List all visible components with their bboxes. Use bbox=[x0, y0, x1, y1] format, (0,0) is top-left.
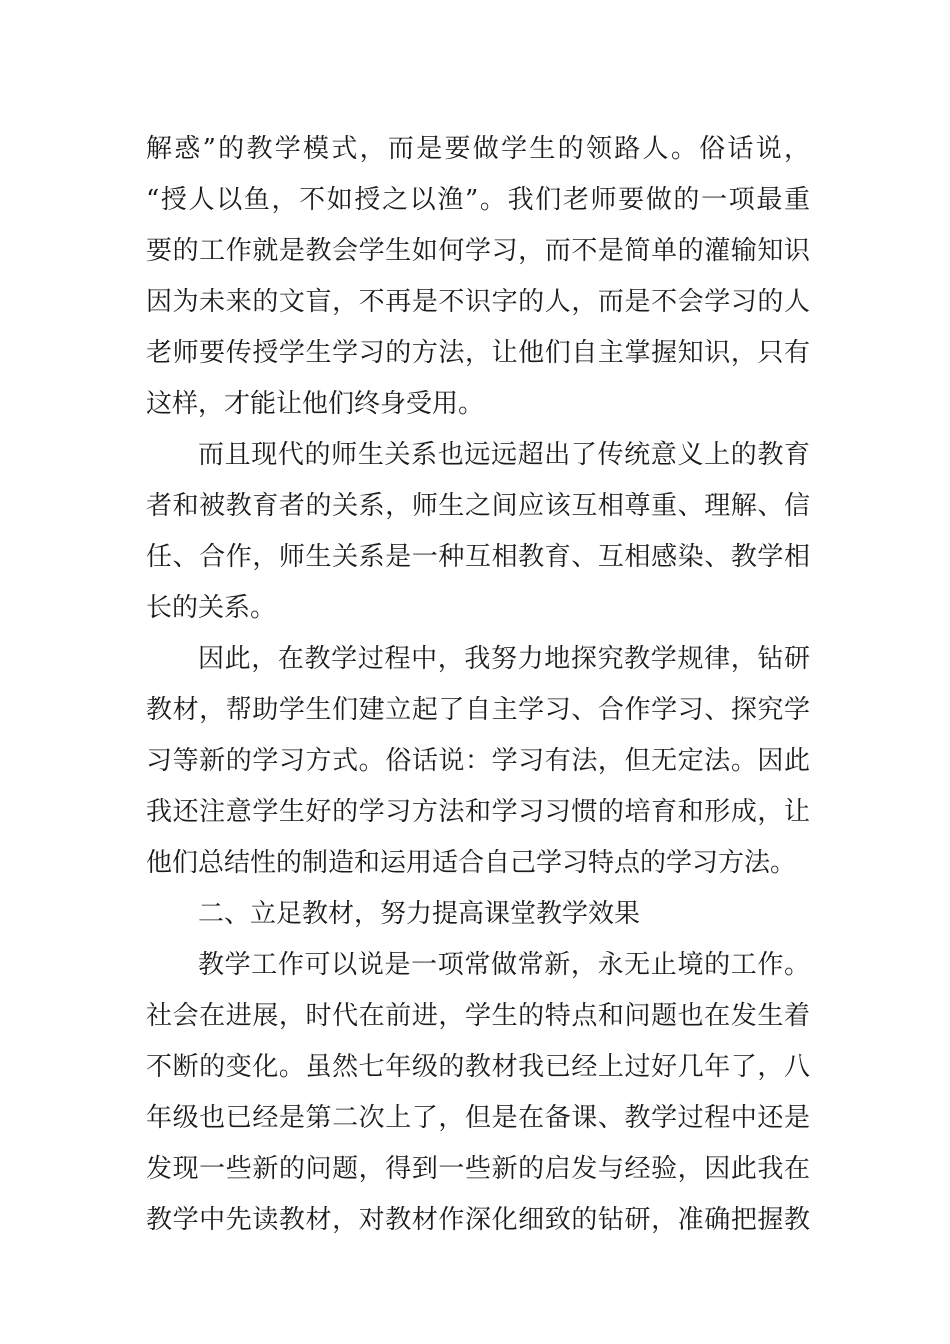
text-line: 不断的变化。虽然七年级的教材我已经上过好几年了，八 bbox=[146, 1052, 810, 1082]
text-line: 者和被教育者的关系，师生之间应该互相尊重、理解、信 bbox=[146, 491, 810, 521]
text-line: 要的工作就是教会学生如何学习，而不是简单的灌输知识 bbox=[146, 236, 810, 266]
text-line: 老师要传授学生学习的方法，让他们自主掌握知识，只有 bbox=[146, 338, 810, 368]
text-line: 因为未来的文盲，不再是不识字的人，而是不会学习的人 bbox=[146, 287, 810, 317]
text-line: “授人以鱼，不如授之以渔”。我们老师要做的一项最重 bbox=[146, 185, 810, 215]
text-line: 教材，帮助学生们建立起了自主学习、合作学习、探究学 bbox=[146, 695, 810, 725]
text-line: 长的关系。 bbox=[146, 593, 277, 623]
body-text bbox=[146, 124, 810, 1246]
section-heading: 二、立足教材，努力提高课堂教学效果 bbox=[198, 899, 641, 929]
text-line: 解惑”的教学模式，而是要做学生的领路人。俗话说， bbox=[146, 134, 810, 164]
text-line: 习等新的学习方式。俗话说：学习有法，但无定法。因此 bbox=[146, 746, 810, 776]
text-line: 教学工作可以说是一项常做常新，永无止境的工作。 bbox=[198, 950, 810, 980]
text-line: 因此，在教学过程中，我努力地探究教学规律，钻研 bbox=[198, 644, 810, 674]
text-line: 我还注意学生好的学习方法和学习习惯的培育和形成，让 bbox=[146, 797, 810, 827]
text-line: 这样，才能让他们终身受用。 bbox=[146, 389, 485, 419]
text-line: 而且现代的师生关系也远远超出了传统意义上的教育 bbox=[198, 440, 810, 470]
text-line: 社会在进展，时代在前进，学生的特点和问题也在发生着 bbox=[146, 1001, 810, 1031]
text-line: 他们总结性的制造和运用适合自己学习特点的学习方法。 bbox=[146, 848, 797, 878]
text-line: 发现一些新的问题，得到一些新的启发与经验，因此我在 bbox=[146, 1154, 810, 1184]
text-line: 任、合作，师生关系是一种互相教育、互相感染、教学相 bbox=[146, 542, 810, 572]
text-line: 年级也已经是第二次上了，但是在备课、教学过程中还是 bbox=[146, 1103, 810, 1133]
text-line: 教学中先读教材，对教材作深化细致的钻研，准确把握教 bbox=[146, 1205, 810, 1235]
